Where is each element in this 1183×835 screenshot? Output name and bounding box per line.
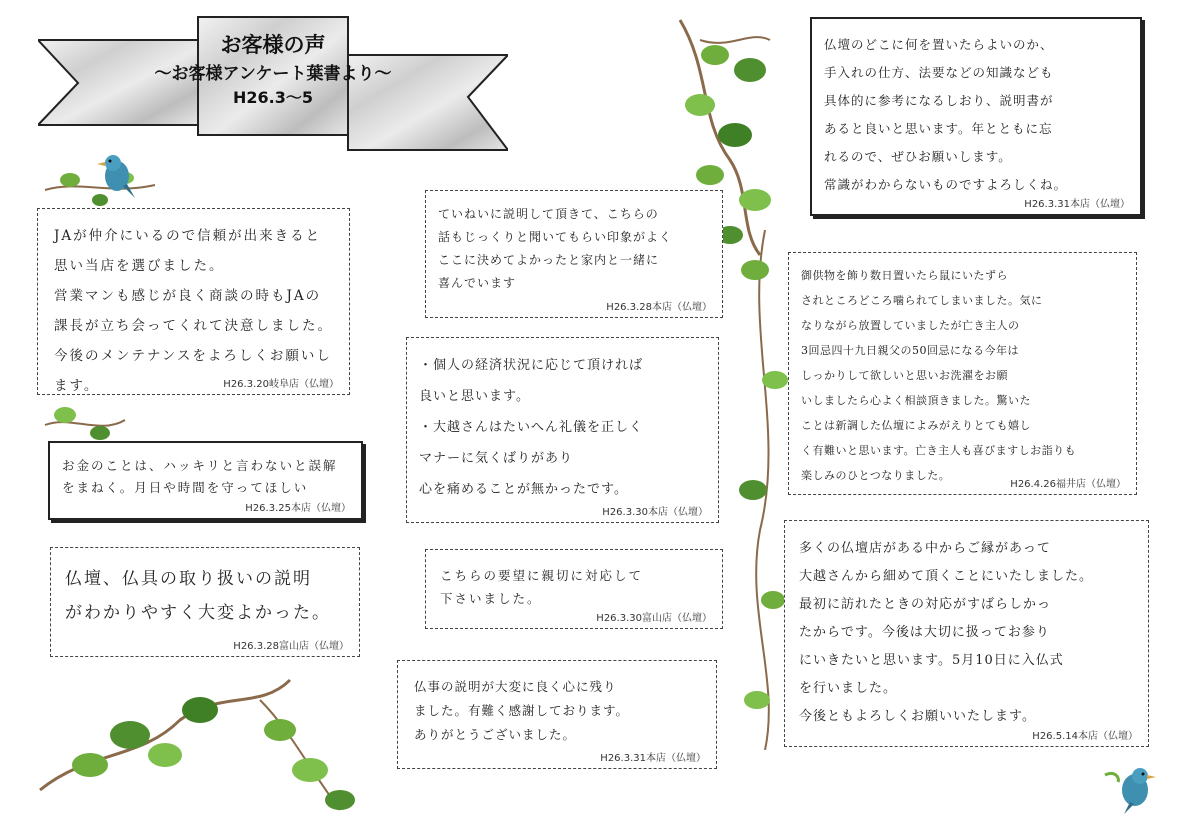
comment-card-gifu [37, 208, 350, 395]
bird-icon [1100, 760, 1160, 815]
comment-card-honten-0330 [406, 337, 719, 523]
title-banner [38, 15, 508, 155]
page-title: お客様の声 [220, 33, 326, 57]
comment-caption: H26.3.30富山店（仏壇） [596, 613, 712, 624]
comment-caption: H26.3.30本店（仏壇） [602, 507, 708, 518]
vine-decoration-bottom-left [30, 640, 410, 830]
comment-caption: H26.3.20岐阜店（仏壇） [223, 379, 339, 390]
comment-text: 多くの仏壇店がある中からご縁があって 大越さんから細めて頂くことにいたしました。 最初に訪れたときの対応がすばらしかっ たからです。今後は大切に扱ってお参り にいきたいと思います。5月10日に入仏式 を行いました。 今後ともよろしくお願いいたします。 [799, 541, 1094, 724]
comment-card-honten-0328 [425, 190, 723, 318]
comment-card-fukui [788, 252, 1137, 495]
comment-text: こちらの要望に親切に対応して 下さいました。 [440, 568, 644, 606]
comment-text: 仏壇、仏具の取り扱いの説明 がわかりやすく大変よかった。 [65, 569, 331, 623]
comment-caption: H26.5.14本店（仏壇） [1032, 731, 1138, 742]
comment-caption: H26.3.31本店（仏壇） [1024, 199, 1130, 210]
period-label: H26.3～5 [232, 88, 313, 107]
comment-caption: H26.3.31本店（仏壇） [600, 753, 706, 764]
comment-card-honten-0331-left [397, 660, 717, 769]
comment-card-toyama-0328 [50, 547, 360, 657]
comment-text: ・個人の経済状況に応じて頂ければ 良いと思います。 ・大越さんはたいへん礼儀を正しく マナーに気くばりがあり 心を痛めることが無かったです。 [419, 358, 644, 497]
comment-text: ていねいに説明して頂きて、こちらの 話もじっくりと聞いてもらい印象がよく ここに決めてよかったと家内と一緒に 喜んでいます [438, 207, 673, 290]
comment-card-toyama-0330 [425, 549, 723, 629]
comment-text: 仏事の説明が大変に良く心に残り ました。有難く感謝しております。 ありがとうございました。 [414, 679, 630, 742]
bird-icon [95, 150, 140, 200]
comment-caption: H26.3.25本店（仏壇） [245, 503, 351, 514]
page-subtitle: ～お客様アンケート葉書より～ [154, 64, 392, 84]
comment-text: 仏壇のどこに何を置いたらよいのか、 手入れの仕方、法要などの知識なども 具体的に参考になるしおり、説明書が あると良いと思います。年とともに忘 れるので、ぜひお願いします。 常識がわからないものですよろしくね。 [824, 37, 1068, 192]
comment-text: 御供物を飾り数日置いたら鼠にいたずら されところどころ噛られてしまいました。気に なりながら放置していましたが亡き主人の 3回忌四十九日親父の50回忌になる今年は しっかりして欲しいと思いお洗濯をお願 いしましたら心よく相談頂きました。驚いた ことは新調した仏壇によみがえりとても嬉し く有難いと思います。亡き主人も喜びますしお詣りも 楽しみのひとつなりました。 [801, 269, 1077, 482]
comment-card-honten-0325 [48, 441, 363, 520]
comment-caption: H26.3.28本店（仏壇） [606, 302, 712, 313]
comment-card-honten-0514 [784, 520, 1149, 747]
comment-text: JAが仲介にいるので信頼が出来きると 思い当店を選びました。 営業マンも感じが良く商談の時もJAの 課長が立ち会ってくれて決意しました。 今後のメンテナンスをよろしくお願いします。 [54, 228, 333, 394]
comment-card-honten-0331-right [810, 17, 1142, 216]
comment-text: お金のことは、ハッキリと言わないと誤解 をまねく。月日や時間を守ってほしい [62, 458, 338, 495]
comment-caption: H26.3.28富山店（仏壇） [233, 641, 349, 652]
comment-caption: H26.4.26福井店（仏壇） [1010, 479, 1126, 490]
